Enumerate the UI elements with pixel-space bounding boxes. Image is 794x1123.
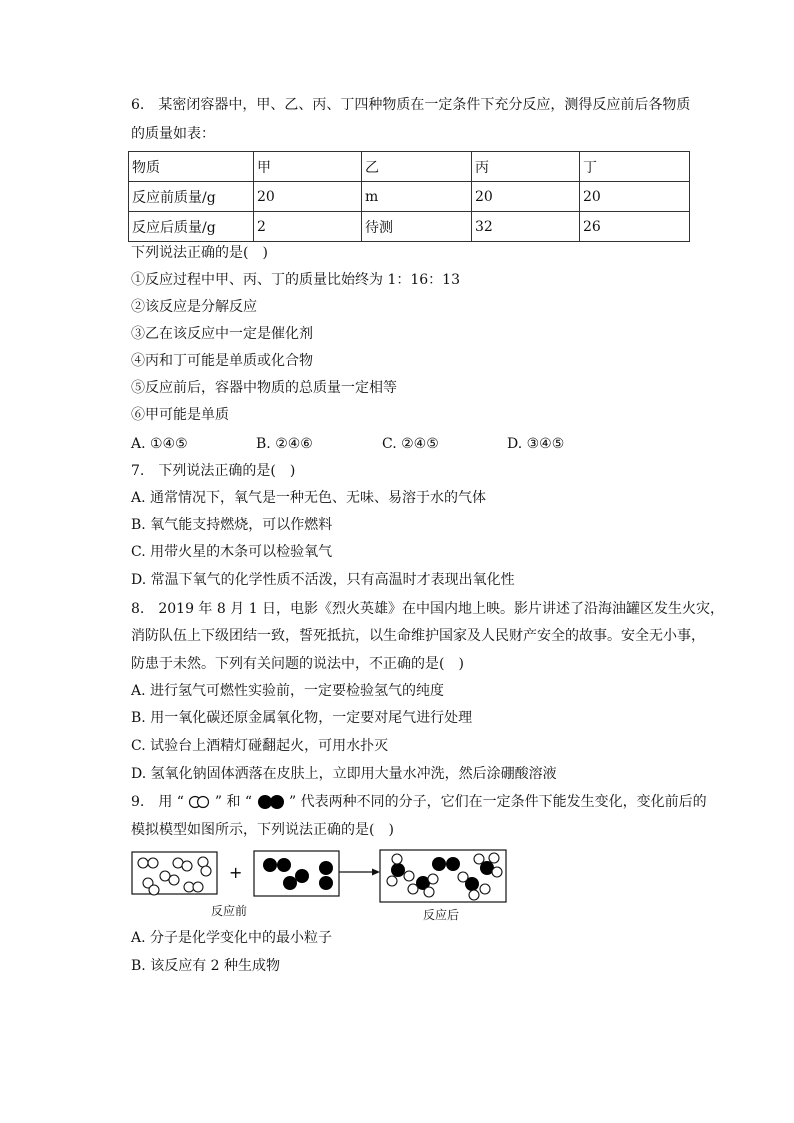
table-cell: 反应后质量/g — [129, 212, 254, 242]
q7-option-a[interactable]: A. 通常情况下，氧气是一种无色、无味、易溶于水的气体 — [131, 490, 487, 506]
table-header-row — [129, 152, 690, 182]
q6-ask: 下列说法正确的是( ) — [131, 245, 268, 261]
q9-stem-part-a: 9. 用 “ — [131, 794, 184, 810]
table-row — [129, 212, 690, 242]
table-cell: 丙 — [472, 152, 580, 182]
q7-stem: 7. 下列说法正确的是( ) — [131, 463, 296, 479]
table-cell: 待测 — [362, 212, 472, 242]
q8-option-c[interactable]: C. 试验台上酒精灯碰翻起火，可用水扑灭 — [131, 738, 389, 754]
table-cell: 甲 — [254, 152, 362, 182]
q6-option-c[interactable]: C. ②④⑤ — [382, 436, 439, 452]
table-cell: 20 — [254, 182, 362, 212]
q6-mass-table — [128, 151, 690, 242]
q7-option-d[interactable]: D. 常温下氧气的化学性质不活泼，只有高温时才表现出氧化性 — [131, 572, 515, 588]
table-cell: 乙 — [362, 152, 472, 182]
table-cell: 20 — [472, 182, 580, 212]
table-cell: 20 — [580, 182, 690, 212]
q6-stem-line1: 6. 某密闭容器中，甲、乙、丙、丁四种物质在一定条件下充分反应，测得反应前后各物质 — [131, 97, 691, 113]
table-cell: 26 — [580, 212, 690, 242]
q9-stem-part-c: ” 代表两种不同的分子，它们在一定条件下能发生变化，变化前后的 — [289, 794, 707, 810]
q6-stem-line2: 的质量如表： — [131, 126, 215, 142]
q8-option-a[interactable]: A. 进行氢气可燃性实验前，一定要检验氢气的纯度 — [131, 683, 445, 699]
q6-option-d[interactable]: D. ③④⑤ — [507, 436, 565, 452]
q6-options — [131, 434, 564, 454]
table-cell: m — [362, 182, 472, 212]
q9-stem-line2: 模拟模型如图所示，下列说法正确的是( ) — [131, 822, 394, 838]
before-box-black — [254, 851, 339, 896]
q9-stem-line1 — [131, 792, 707, 812]
q6-statement-6: ⑥甲可能是单质 — [131, 407, 229, 423]
q7-option-c[interactable]: C. 用带火星的木条可以检验氧气 — [131, 544, 333, 560]
q8-stem-line1: 8. 2019 年 8 月 1 日，电影《烈火英雄》在中国内地上映。影片讲述了沿海油罐区发生火灾， — [131, 601, 725, 617]
q6-statement-5: ⑤反应前后，容器中物质的总质量一定相等 — [131, 380, 397, 396]
q8-stem-line3: 防患于未然。下列有关问题的说法中，不正确的是( ) — [131, 656, 464, 672]
q9-option-a[interactable]: A. 分子是化学变化中的最小粒子 — [131, 930, 333, 946]
q6-statement-1: ①反应过程中甲、丙、丁的质量比始终为 1：16：13 — [131, 272, 460, 288]
q6-statement-2: ②该反应是分解反应 — [131, 299, 257, 315]
table-row — [129, 182, 690, 212]
q9-stem-part-b: ” 和 “ — [214, 794, 253, 810]
table-cell: 32 — [472, 212, 580, 242]
q6-statement-3: ③乙在该反应中一定是催化剂 — [131, 326, 313, 342]
q9-option-b[interactable]: B. 该反应有 2 种生成物 — [131, 958, 280, 974]
white-molecule-icon — [188, 795, 210, 809]
caption-after: 反应后 — [423, 908, 460, 922]
q8-option-b[interactable]: B. 用一氧化碳还原金属氧化物，一定要对尾气进行处理 — [131, 710, 473, 726]
before-box-white — [132, 852, 217, 895]
table-cell: 丁 — [580, 152, 690, 182]
reaction-arrow-icon — [339, 869, 380, 876]
q6-option-a[interactable]: A. ①④⑤ — [131, 436, 188, 452]
table-cell: 2 — [254, 212, 362, 242]
q6-option-b[interactable]: B. ②④⑥ — [256, 436, 313, 452]
after-box — [380, 850, 506, 902]
plus-sign: + — [229, 863, 243, 882]
q8-option-d[interactable]: D. 氢氧化钠固体洒落在皮肤上，立即用大量水冲洗，然后涂硼酸溶液 — [131, 766, 557, 782]
q6-statement-4: ④丙和丁可能是单质或化合物 — [131, 353, 313, 369]
table-cell: 反应前质量/g — [129, 182, 254, 212]
q7-option-b[interactable]: B. 氧气能支持燃烧，可以作燃料 — [131, 517, 333, 533]
caption-before: 反应前 — [211, 904, 248, 918]
q8-stem-line2: 消防队伍上下级团结一致，誓死抵抗，以生命维护国家及人民财产安全的故事。安全无小事， — [131, 628, 705, 644]
black-molecule-icon — [257, 794, 285, 810]
table-cell: 物质 — [129, 152, 254, 182]
